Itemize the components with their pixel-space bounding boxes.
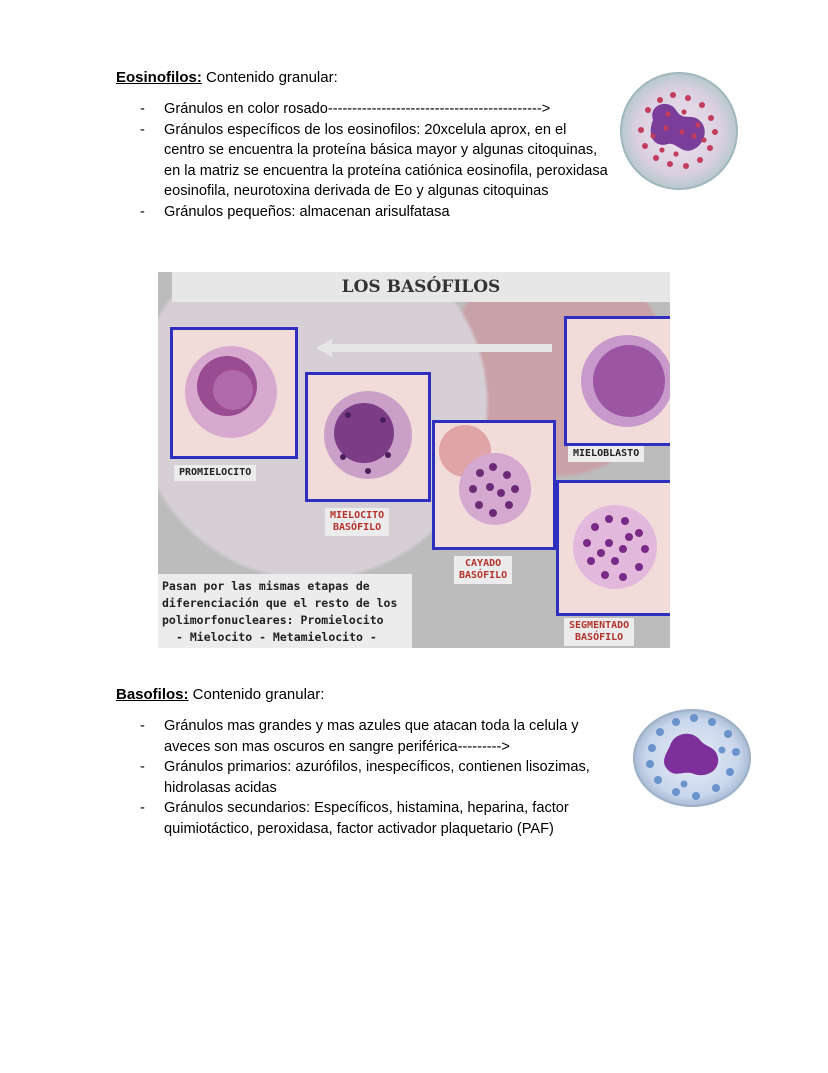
figure-caption xyxy=(158,574,412,648)
promielocito-cell xyxy=(173,330,295,456)
label-cayado-line2: BASÓFILO xyxy=(459,570,508,581)
segmentado-panel xyxy=(556,480,670,616)
eosinofilos-heading xyxy=(116,69,338,86)
eosinofilos-subtitle: Contenido granular: xyxy=(201,69,338,86)
eosinofilos-list xyxy=(140,99,608,222)
eosinophil-cell-image xyxy=(618,70,740,192)
arrow-left-icon xyxy=(316,338,552,358)
list-item: - Gránulos secundarios: Específicos, histamina, heparina, factor quimiotáctico, peroxidasa, factor activador plaquetario (PAF) xyxy=(140,798,620,839)
figure-title: LOS BASÓFILOS xyxy=(172,272,670,302)
cayado-panel xyxy=(432,420,556,550)
list-item: - Gránulos mas grandes y mas azules que atacan toda la celula y aveces son mas oscuros en sangre periférica---------> xyxy=(140,716,620,757)
list-item: - Gránulos primarios: azurófilos, inespecíficos, contienen lisozimas, hidrolasas acidas xyxy=(140,757,620,798)
basofilos-figure xyxy=(158,272,670,648)
eosinofilos-title: Eosinofilos: xyxy=(116,69,202,86)
caption-line: - Mielocito - Metamielocito - xyxy=(176,630,377,644)
list-item: - Gránulos específicos de los eosinofilos: 20xcelula aprox, en el centro se encuentra la proteína básica mayor y algunas citoquinas, en la matriz se encuentra la proteína catiónica eosinofila, peroxidasa eosinofila, neurotoxina derivada de Eo y algunas citoquinas xyxy=(140,120,608,202)
label-segmentado-line1: SEGMENTADO xyxy=(569,620,630,631)
label-promielocito: PROMIELOCITO xyxy=(174,465,256,481)
mieloblasto-panel xyxy=(564,316,670,446)
basophil-cell-image xyxy=(630,706,754,810)
list-item: - Gránulos pequeños: almacenan arisulfatasa xyxy=(140,202,608,223)
mieloblasto-cell xyxy=(567,319,670,443)
basofilos-heading xyxy=(116,686,324,703)
mielocito-cell xyxy=(308,375,428,499)
label-cayado-line1: CAYADO xyxy=(465,558,502,569)
caption-line: polimorfonucleares: Promielocito xyxy=(162,613,384,627)
basofilos-title: Basofilos: xyxy=(116,686,189,703)
segmentado-cell xyxy=(559,483,670,613)
list-item: - Gránulos en color rosado--------------------------------------------> xyxy=(140,99,608,120)
cayado-cell xyxy=(435,423,553,547)
promielocito-panel xyxy=(170,327,298,459)
label-mielocito-line2: BASÓFILO xyxy=(333,522,382,533)
label-mielocito xyxy=(325,508,389,536)
basofilos-list xyxy=(140,716,620,839)
caption-line: diferenciación que el resto de los xyxy=(162,596,398,610)
label-segmentado xyxy=(564,618,634,646)
basofilos-subtitle: Contenido granular: xyxy=(188,686,325,703)
caption-line: Pasan por las mismas etapas de xyxy=(162,579,370,593)
mielocito-panel xyxy=(305,372,431,502)
label-cayado xyxy=(454,556,512,584)
label-segmentado-line2: BASÓFILO xyxy=(575,632,624,643)
label-mielocito-line1: MIELOCITO xyxy=(330,510,385,521)
label-mieloblasto: MIELOBLASTO xyxy=(568,446,644,462)
